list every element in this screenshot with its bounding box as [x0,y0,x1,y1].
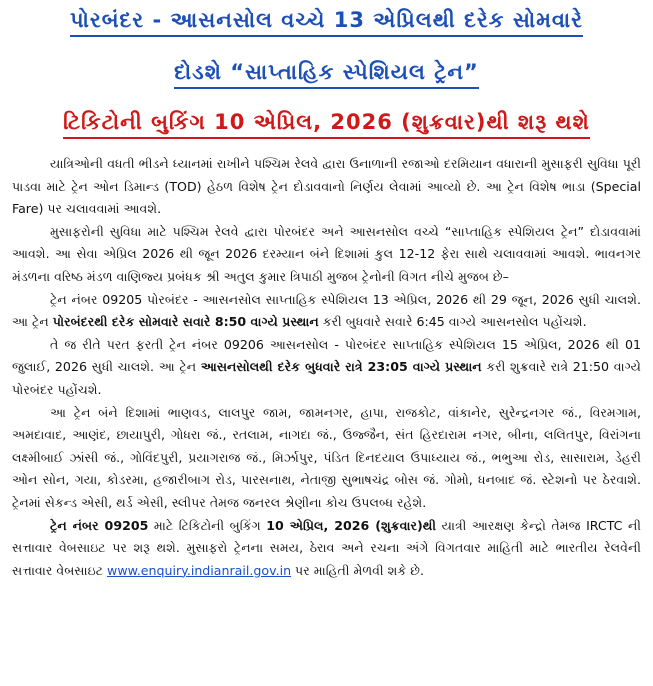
p6-booking-date-bold: 10 એપ્રિલ, 2026 (શુક્રવાર)થી [266,517,437,533]
enquiry-website-link[interactable]: www.enquiry.indianrail.gov.in [107,562,292,578]
p6-text-e: પર માહિતી મેળવી શકે છે. [291,562,424,578]
paragraph-intro: યાત્રિઓની વધતી ભીડને ધ્યાનમાં રાખીને પશ્ચિમ રેલવે દ્વારા ઉનાળાની રજાઓ દરમિયાન વધારાની મુસાફરી સુવિધા પૂરી પાડવા માટે ટ્રેન ઓન ડિમાન્ડ (TOD) હેઠળ વિશેષ ટ્રેન દોડાવવાનો નિર્ણય લેવામાં આવ્યો છે. આ ટ્રેન વિશેષ ભાડા (Special Fare) પર ચલાવવામાં આવશે. [12,156,641,217]
article-body [12,153,641,582]
heading-line-1-text: પોરબંદર - આસનસોલ વચ્ચે 13 એપ્રિલથી દરેક સોમવારે [70,8,583,37]
paragraph-stops: આ ટ્રેન બંને દિશામાં ભાણવડ, લાલપુર જામ, જામનગર, હાપા, રાજકોટ, વાંકાનેર, સુરેન્દ્રનગર જં., વિરમગામ, અમદાવાદ, આણંદ, છાયાપુરી, ગોધરા જં., રતલામ, નાગદા જં., ઉજ્જૈન, સંત હિરદારામ નગર, બીના, લલિતપુર, વિરાંગના લક્ષ્મીબાઈ ઝાંસી જં., ગોવિંદપુરી, પ્રયાગરાજ જં., મિર્ઝાપુર, પંડિત દિનદયાલ ઉપાધ્યાય જં., ભભુઆ રોડ, સાસારામ, ડેહરી ઓન સોન, ગયા, કોડરમા, હજારીબાગ રોડ, પારસનાથ, નેતાજી સુભાષચંદ્ર બોસ જં. ગોમો, ધનબાદ જં. સ્ટેશનો પર ઠેરવાશે. ટ્રેનમાં સેકન્ડ એસી, થર્ડ એસી, સ્લીપર તેમજ જનરલ શ્રેણીના કોચ ઉપલબ્ધ રહેશે. [12,404,641,510]
paragraph-booking [12,515,641,583]
p6-text-b: માટે ટિકિટોની બુકિંગ [148,517,267,533]
p4-text-c: કરી શુક્રવારે રાત્રે 21:50 વાગ્યે પોરબંદર પહોંચશે. [12,359,641,397]
heading-line-2-text: દોડશે “સાપ્તાહિક સ્પેશિયલ ટ્રેન” [174,60,479,89]
paragraph-service: મુસાફરોની સુવિધા માટે પશ્ચિમ રેલવે દ્વારા પોરબંદર અને આસનસોલ વચ્ચે “સાપ્તાહિક સ્પેશિયલ ટ્રેન” દોડાવવામાં આવશે. આ સેવા એપ્રિલ 2026 થી જૂન 2026 દરમ્યાન બંને દિશામાં કુલ 12-12 ફેરા સાથે ચલાવવામાં આવશે. ભાવનગર મંડળના વરિષ્ઠ મંડળ વાણિજ્ય પ્રબંધક શ્રી અતુલ કુમાર ત્રિપાઠી મુજબ ટ્રેનોની વિગત નીચે મુજબ છે– [12,223,641,284]
paragraph-train-09206 [12,334,641,402]
p3-text-a: ટ્રેન નંબર 09205 પોરબંદર - આસનસોલ સાપ્તાહિક સ્પેશિયલ 13 એપ્રિલ, 2026 થી 29 જૂન, 2026 સુધી ચાલશે. આ ટ્રેન [12,291,641,330]
paragraph-train-09205 [12,289,641,334]
p3-departure-bold: પોરબંદરથી દરેક સોમવારે સવારે 8:50 વાગ્યે પ્રસ્થાન [52,314,319,330]
heading-line-1 [0,8,653,33]
p6-text-d: યાત્રી આરક્ષણ કેન્દ્રો તેમજ IRCTC ની સત્તાવાર વેબસાઇટ પર શરૂ થશે. મુસાફરો ટ્રેનના સમય, ઠેરાવ અને રચના અંગે વિગતવાર માહિતી માટે ભારતીય રેલવેની સત્તાવાર વેબસાઇટ [12,517,641,578]
p6-train-number-bold: ટ્રેન નંબર 09205 [50,517,149,533]
p3-text-c: કરી બુધવારે સવારે 6:45 વાગ્યે આસનસોલ પહોંચશે. [318,314,587,330]
p4-text-a: તે જ રીતે પરત ફરતી ટ્રેન નંબર 09206 આસનસોલ - પોરબંદર સાપ્તાહિક સ્પેશિયલ 15 એપ્રિલ, 2026 થી 01 જુલાઈ, 2026 સુધી ચાલશે. આ ટ્રેન [12,336,641,375]
heading-line-2 [0,60,653,85]
p4-departure-bold: આસનસોલથી દરેક બુધવારે રાત્રે 23:05 વાગ્યે પ્રસ્થાન [200,359,482,375]
heading-line-3 [0,110,653,135]
heading-line-3-text: ટિકિટોની બુકિંગ 10 એપ્રિલ, 2026 (શુક્રવાર)થી શરૂ થશે [63,110,590,139]
